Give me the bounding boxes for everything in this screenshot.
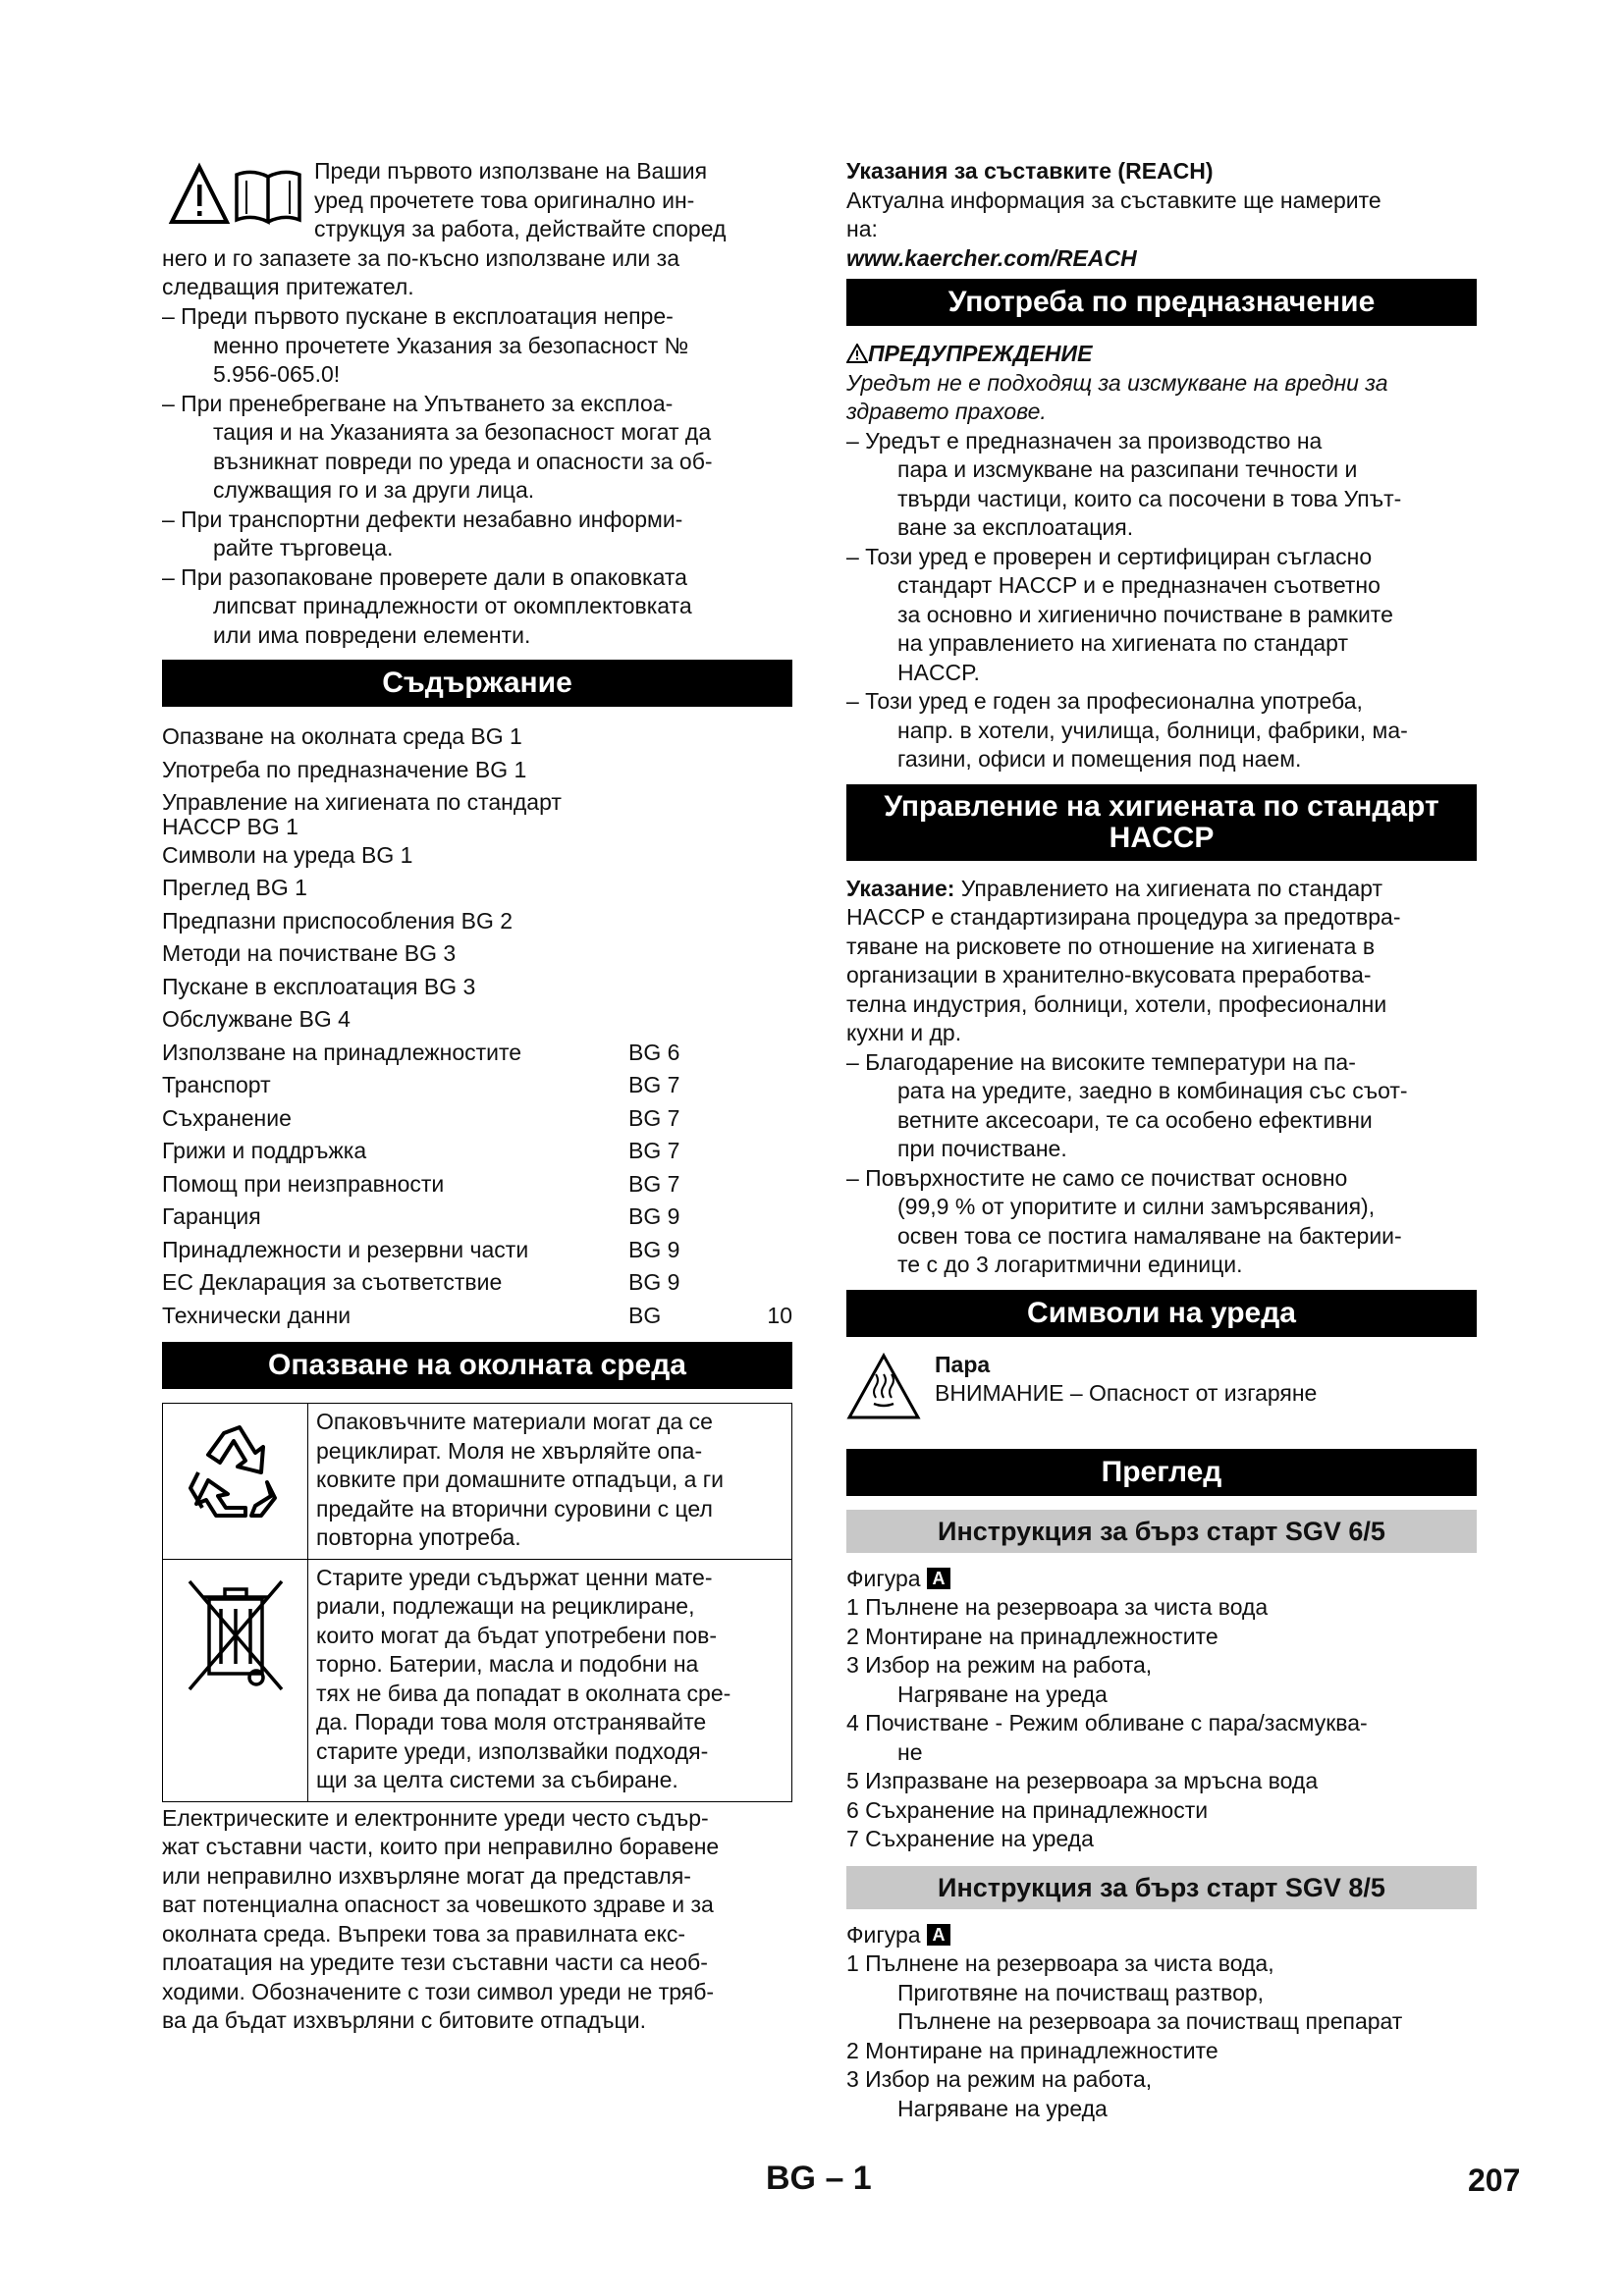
env-text-line: ковките при домашните отпадъци, а ги [316, 1467, 725, 1492]
env-text-line: риали, подлежащи на рециклиране, [316, 1593, 695, 1619]
toc-row[interactable]: Технически данни BG 10 [162, 1302, 792, 1328]
list-item: 2 Монтиране на принадлежностите [846, 2037, 1218, 2063]
right-column [846, 157, 1477, 2123]
toc-heading: Съдържание [162, 660, 792, 707]
env-text-line: да. Поради това моля отстранявайте [316, 1709, 707, 1735]
list-item: – При пренебрегване на Упътването за експлоа- тация и на Указанията за безопасност могат да възникнат повреди по уреда и опасности за об- служващия го и за други лица. [162, 390, 713, 503]
crossed-bin-icon [182, 1570, 290, 1697]
toc-row[interactable]: Пускане в експлоатация BG 3 [162, 973, 476, 999]
quickstart-heading-sgv65: Инструкция за бърз старт SGV 6/5 [846, 1510, 1477, 1553]
env-heading: Опазване на околната среда [162, 1342, 792, 1389]
toc-row[interactable]: Преглед BG 1 [162, 875, 307, 900]
intro-line: Преди първото използване на Вашия [314, 158, 708, 184]
toc-row[interactable]: Използване на принадлежностите BG 6 [162, 1039, 680, 1065]
note-label: Указание: [846, 875, 955, 901]
toc-row[interactable]: Употреба по предназначение BG 1 [162, 756, 527, 782]
toc-row[interactable]: Грижи и поддръжка BG 7 [162, 1138, 680, 1163]
intro-line: уред прочетете това оригинално ин- [314, 187, 695, 213]
use-list [846, 427, 1477, 774]
recycling-icon [177, 1414, 295, 1531]
warning-label: ПРЕДУПРЕЖДЕНИЕ [868, 341, 1093, 366]
intro-line: струкцуя за работа, действайте според [314, 216, 727, 241]
overview-heading: Преглед [846, 1449, 1477, 1496]
symbols-heading: Символи на уреда [846, 1290, 1477, 1337]
list-item: 1 Пълнене на резервоара за чиста вода, [846, 1950, 1274, 1976]
env-text-line: тях не бива да попадат в околната сре- [316, 1680, 731, 1706]
haccp-list [846, 1048, 1477, 1280]
list-item: Приготвяне на почистващ разтвор, [897, 1979, 1265, 2005]
list-item: – При разопаковане проверете дали в опаковката липсват принадлежности от окомплектовката или има повредени елементи. [162, 563, 692, 648]
toc-row[interactable]: HACCP BG 1 [162, 813, 298, 839]
intro-line: следващия притежател. [162, 274, 414, 299]
toc-row[interactable]: ЕС Декларация за съответствие BG 9 [162, 1269, 680, 1295]
toc-row[interactable]: Транспорт BG 7 [162, 1072, 680, 1097]
list-item: – Уредът е предназначен за производство на пара и изсмукване на разсипани течности и твърди частици, които са посочени в това Упът- ване за експлоатация. [846, 427, 1402, 540]
intro-list [162, 302, 792, 650]
env-text-line: предайте на вторични суровини с цел [316, 1495, 713, 1522]
figure-label: Фигура [846, 1921, 921, 1948]
hot-steam-icon [846, 1353, 921, 1421]
toc-row[interactable]: Обслужване BG 4 [162, 1006, 351, 1032]
list-item: – Преди първото пускане в експлоатация непре- менно прочетете Указания за безопасност № 5.956-065.0! [162, 303, 689, 387]
reach-link[interactable]: www.kaercher.com/REACH [846, 244, 1137, 271]
intro-block [162, 157, 792, 302]
list-item: 5 Изпразване на резервоара за мръсна вода [846, 1768, 1319, 1793]
list-item: – Този уред е годен за професионална употреба, напр. в хотели, училища, болници, фабрики, ма- газини, офиси и помещения под наем. [846, 688, 1408, 772]
list-item: Нагряване на уреда [897, 2095, 1108, 2121]
figure-a-icon: A [927, 1568, 950, 1589]
list-item: Пълнене на резервоара за почистващ препарат [897, 2008, 1403, 2034]
left-column [162, 157, 792, 2036]
list-item: 3 Избор на режим на работа, [846, 2066, 1153, 2092]
list-item: – Повърхностите не само се почистват основно (99,9 % от упоритите и силни замърсявания), освен това се постига намаляване на бактерии- те с до 3 логаритмични единици. [846, 1164, 1402, 1277]
symbol-desc: ВНИМАНИЕ – Опасност от изгаряне [935, 1380, 1318, 1406]
env-text-line: повторна употреба. [316, 1524, 521, 1550]
intro-line: него и го запазете за по-късно използване или за [162, 244, 679, 271]
haccp-note: Указание: Управлението на хигиената по стандарт HACCP е стандартизирана процедура за предотвра- тяване на рисковете по отношение на хигиената в организации в хранително-вкусовата преработва- телна индустрия, болници, хотели, професионални кухни и др. [846, 875, 1401, 1045]
table-of-contents [162, 721, 792, 1332]
env-text-line: старите уреди, използвайки подходя- [316, 1737, 709, 1764]
symbol-steam [846, 1351, 1477, 1433]
toc-row[interactable]: Управление на хигиената по стандарт [162, 789, 562, 815]
figure-label: Фигура [846, 1565, 921, 1591]
quickstart-sgv85 [846, 1921, 1477, 2124]
list-item: 7 Съхранение на уреда [846, 1826, 1094, 1851]
env-text-line: Старите уреди съдържат ценни мате- [316, 1564, 713, 1590]
footer-section-label: BG – 1 [766, 2160, 872, 2197]
warning-block: ПРЕДУПРЕЖДЕНИЕ Уредът не е подходящ за изсмукване на вредни за здравето прахове. [846, 341, 1388, 424]
toc-row[interactable]: Съхранение BG 7 [162, 1104, 680, 1131]
list-item: 2 Монтиране на принадлежностите [846, 1623, 1218, 1649]
env-text-line: рециклират. Моля не хвърляйте опа- [316, 1437, 703, 1464]
list-item: Нагряване на уреда [897, 1681, 1108, 1707]
reach-section: Указания за съставките (REACH) Актуална информация за съставките ще намерите на: www.kaercher.com/REACH [846, 157, 1477, 273]
toc-row[interactable]: Гаранция BG 9 [162, 1203, 680, 1229]
page-number: 207 [1468, 2163, 1521, 2198]
list-item: – Този уред е проверен и сертифициран съгласно стандарт HACCP и е предназначен съответно за основно и хигиенично почистване в рамките на управлението на хигиената по стандарт HACCP. [846, 543, 1393, 685]
toc-row[interactable]: Опазване на околната среда BG 1 [162, 723, 522, 749]
quickstart-heading-sgv85: Инструкция за бърз старт SGV 8/5 [846, 1866, 1477, 1909]
reach-heading: Указания за съставките (REACH) [846, 158, 1214, 184]
toc-row[interactable]: Принадлежности и резервни части BG 9 [162, 1236, 680, 1262]
list-item: 3 Избор на режим на работа, [846, 1652, 1153, 1678]
toc-row[interactable]: Методи на почистване BG 3 [162, 940, 457, 966]
list-item: 1 Пълнене на резервоара за чиста вода [846, 1594, 1269, 1620]
toc-row[interactable]: Символи на уреда BG 1 [162, 841, 413, 868]
quickstart-sgv65 [846, 1565, 1477, 1854]
list-item: – Благодарение на високите температури на па- рата на уредите, заедно в комбинация със съот- ветните аксесоари, те са особено ефективни при почистване. [846, 1048, 1408, 1161]
list-item: не [897, 1738, 923, 1765]
symbol-name: Пара [935, 1351, 991, 1377]
use-heading: Употреба по предназначение [846, 279, 1477, 326]
env-text-line: торно. Батерии, масла и подобни на [316, 1651, 699, 1677]
env-text-line: щи за целта системи за събиране. [316, 1767, 678, 1792]
env-text-line: Опаковъчните материали могат да се [316, 1409, 713, 1434]
list-item: – При транспортни дефекти незабавно информи- райте търговеца. [162, 506, 683, 561]
env-text-line: които могат да бъдат употребени пов- [316, 1622, 718, 1648]
haccp-heading: Управление на хигиената по стандарт HACCP [846, 784, 1477, 861]
env-paragraph: Електрическите и електронните уреди често съдър- жат съставни части, които при неправилно боравене или неправилно изхвърляне могат да представля- ват потенциална опасност за човешкото здраве и за околната среда. Въпреки това за правилната екс- плоатация на уредите тези съставни части са необ- ходими. Обозначените с този символ уреди не тряб- ва да бъдат изхвърляни с битовите отпадъци. [162, 1804, 720, 2033]
toc-row[interactable]: Помощ при неизправности BG 7 [162, 1170, 680, 1197]
figure-a-icon: A [927, 1924, 950, 1946]
env-table [162, 1403, 792, 1802]
list-item: 6 Съхранение на принадлежности [846, 1796, 1209, 1823]
warning-icon [846, 344, 868, 363]
list-item: 4 Почистване - Режим обливане с пара/засмуква- [846, 1710, 1368, 1735]
toc-row[interactable]: Предпазни приспособления BG 2 [162, 907, 514, 934]
